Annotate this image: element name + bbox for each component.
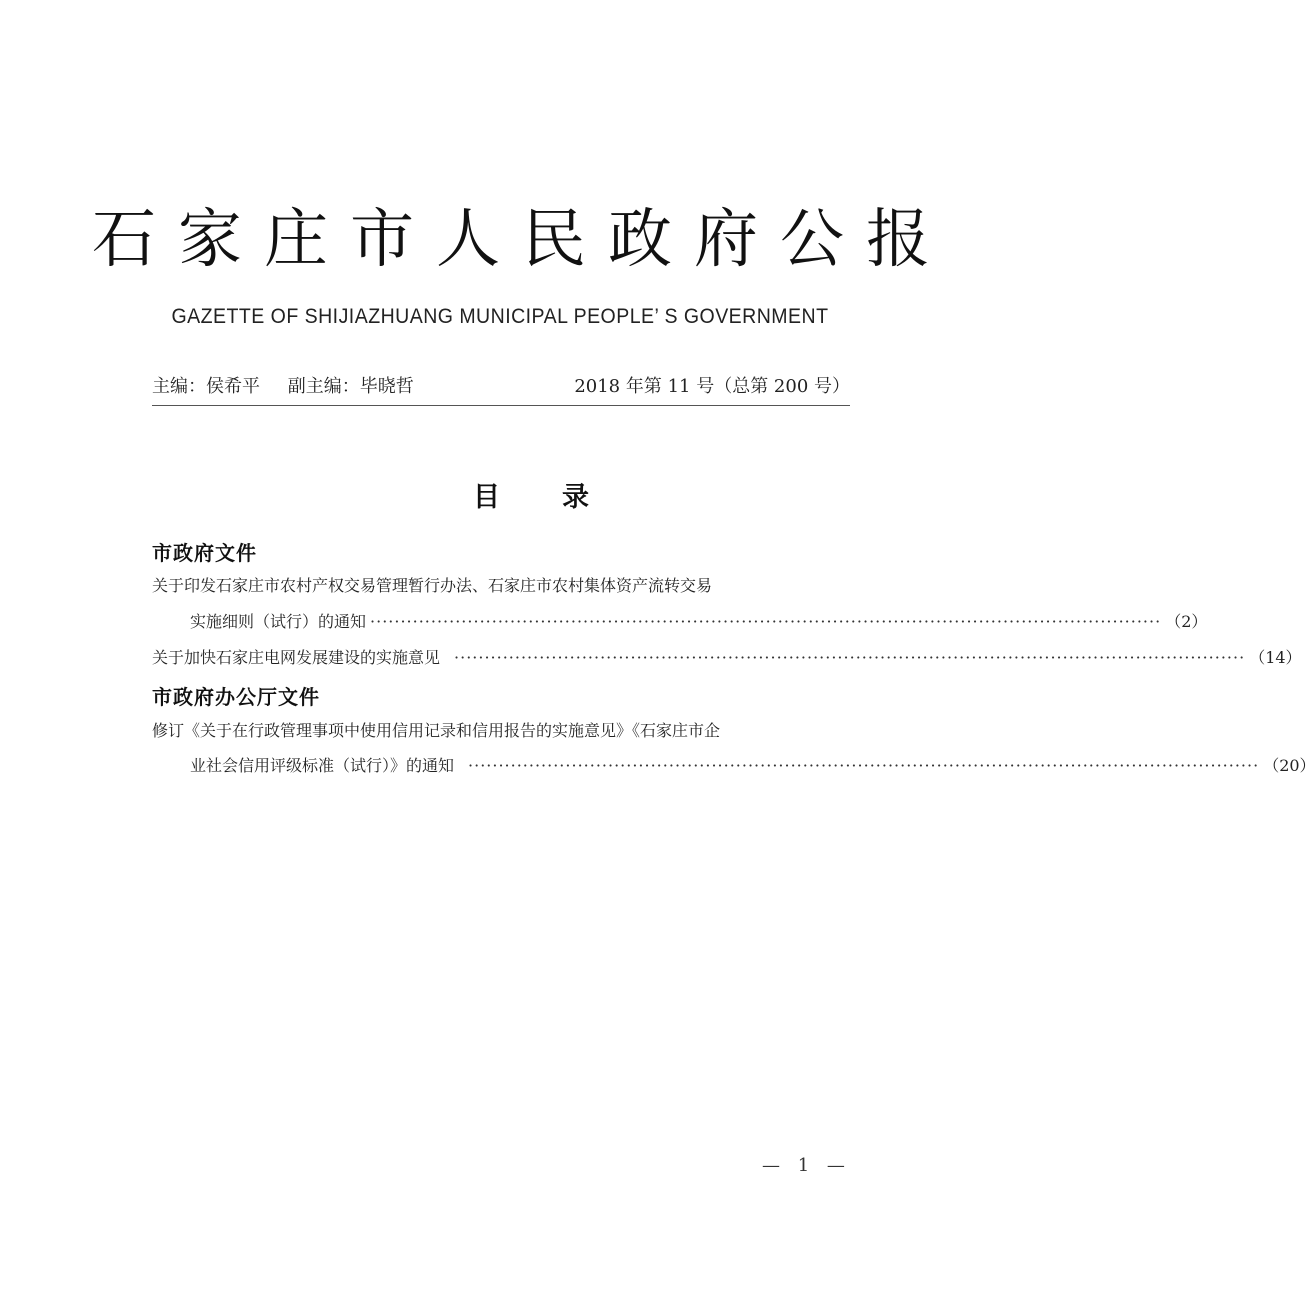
toc-entry-line[interactable]: 修订《关于在行政管理事项中使用信用记录和信用报告的实施意见》《石家庄市企 [152,721,721,740]
editor-credits [152,372,418,398]
toc-entry-text: 业社会信用评级标准（试行）》的通知 [190,756,455,775]
toc-entry-text: 关于加快石家庄电网发展建设的实施意见 [152,648,441,667]
toc-heading: 目录 [473,482,651,513]
issue-number: 2018 年第 11 号（总第 200 号） [574,376,850,397]
toc-entry-text: 实施细则（试行）的通知 [190,612,367,631]
dot-leader: ·································································································································· [370,612,1162,631]
deputy-editor: 副主编：毕晓哲 [287,376,414,397]
page-number: — 1 — [762,1155,851,1176]
section-title: 市政府办公厅文件 [152,685,320,709]
header-divider [152,405,850,406]
toc-page-ref: （14） [1249,648,1302,667]
masthead-title: 石家庄市人民政府公报 [92,203,952,277]
masthead-subtitle: GAZETTE OF SHIJIAZHUANG MUNICIPAL PEOPLE’ S GOVERNMENT [171,305,829,328]
dot-leader: ·································································································································· [454,648,1246,667]
section-title: 市政府文件 [152,541,257,565]
chief-editor: 主编：侯希平 [152,376,260,397]
toc-entry-line[interactable] [190,753,1316,776]
toc-entry-line[interactable] [152,645,1302,668]
toc-page-ref: （2） [1165,612,1208,631]
toc-entry-line[interactable] [190,609,1208,632]
dot-leader: ·································································································································· [468,756,1260,775]
toc-page-ref: （20） [1263,756,1316,775]
toc-entry-line[interactable]: 关于印发石家庄市农村产权交易管理暂行办法、石家庄市农村集体资产流转交易 [152,576,713,595]
